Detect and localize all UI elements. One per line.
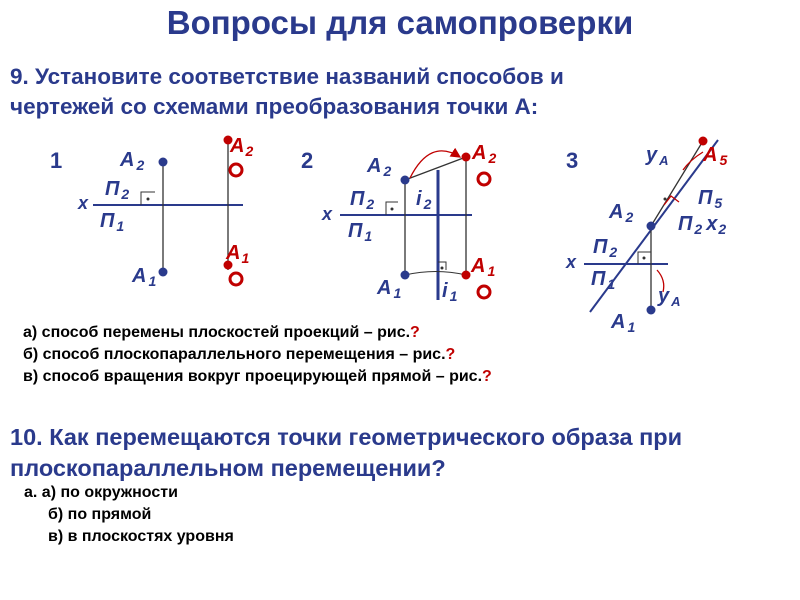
figure-1-label-Pi2: П $_2$ (105, 178, 130, 202)
question-9 (10, 62, 790, 122)
figure-1-right-angle-dot (147, 198, 150, 201)
figure-2-point-A1 (401, 271, 410, 280)
question-10-line-1: 10. Как перемещаются точки геометрического образа при (10, 424, 683, 450)
figure-1-label-A2-new: $A_2$ (230, 135, 254, 159)
figure-1-circle-marker-top (230, 164, 242, 176)
figure-1-label-Pi1: П $_1$ (100, 210, 125, 234)
question-9-option-c: в) способ вращения вокруг проецирующей прямой – рис.? (23, 368, 492, 385)
figure-3-number: 3 (566, 148, 579, 173)
question-9-option-a: а) способ перемены плоскостей проекций – рис.? (23, 324, 420, 341)
figure-2-point-A2 (401, 176, 410, 185)
figure-3-point-A2 (647, 222, 656, 231)
question-9-line-2: чертежей со схемами преобразования точки А: (10, 94, 539, 119)
figure-1-point-A2 (159, 158, 168, 167)
figure-1-label-x: x (78, 193, 89, 213)
question-10-line-2: плоскопараллельном перемещении? (10, 455, 446, 481)
figure-2-right-angle-dot (391, 208, 394, 211)
figure-3-label-Pi2: П $_2$ (593, 236, 618, 260)
figure-3-point-A1 (647, 306, 656, 315)
figure-2-trace-arc (405, 272, 466, 276)
question-10-option-c: в) в плоскостях уровня (48, 528, 234, 545)
question-mark: ? (482, 368, 492, 385)
figure-2-level-line (405, 157, 466, 180)
question-10-options (24, 482, 234, 548)
figure-3-label-A1: A $_1$ (611, 311, 636, 335)
figure-1 (50, 135, 253, 289)
question-9-line-1: 9. Установите соответствие названий способов и (10, 64, 564, 89)
figure-2-label-x: x (322, 204, 333, 224)
figure-3-label-Pi2-x2: П $_2$ $x_2$ (678, 213, 727, 237)
figure-2-right-angle-bottom-dot (441, 267, 444, 270)
figure-1-circle-marker-bottom (230, 273, 242, 285)
figure-1-label-A2: A $_2$ (120, 149, 145, 173)
question-10-option-a: а. а) по окружности (24, 484, 178, 501)
question-mark: ? (445, 346, 456, 363)
question-mark: ? (410, 324, 420, 341)
figure-1-label-A1: A $_1$ (132, 265, 157, 289)
figure-2 (301, 142, 496, 304)
figure-2-label-i1: i $_1$ (442, 280, 458, 304)
figure-2-label-A2: A $_2$ (367, 155, 392, 179)
figure-1-number: 1 (50, 148, 63, 173)
figure-3-label-x: x (566, 252, 577, 272)
question-10 (10, 422, 795, 484)
figure-1-label-A1-new: $A_1$ (226, 242, 250, 266)
figure-3-right-angle-new-dot (664, 198, 667, 201)
figure-1-point-A1 (159, 268, 168, 277)
figure-2-number: 2 (301, 148, 314, 173)
figure-3-label-yA: y $_A$ (646, 144, 669, 168)
figure-2-label-i2: i $_2$ (416, 188, 432, 212)
figure-2-label-A1: A $_1$ (377, 277, 402, 301)
question-9-option-b: б) способ плоскопараллельного перемещения – рис.? (23, 346, 456, 363)
figure-3-label-Pi1: П $_1$ (591, 268, 616, 292)
figure-3-label-A5: A $_5$ (703, 144, 728, 168)
figure-3-label-yA-bottom: y $_A$ (658, 285, 681, 309)
figure-2-label-Pi1: П $_1$ (348, 220, 373, 244)
question-10-option-b: б) по прямой (48, 506, 152, 523)
figure-3-label-Pi5: П $_5$ (698, 187, 723, 211)
figure-2-point-A2-new (462, 153, 471, 162)
figure-2-label-A1-new: A $_1$ (471, 255, 496, 279)
figure-2-point-A1-new (462, 271, 471, 280)
figure-2-rotation-arrow (410, 151, 460, 178)
figure-2-label-Pi2: П $_2$ (350, 188, 375, 212)
figure-2-circle-marker-top (478, 173, 490, 185)
figure-3-right-angle-dot (643, 257, 646, 260)
figure-2-label-A2-new: A $_2$ (472, 142, 497, 166)
figure-3-label-A2: A $_2$ (609, 201, 634, 225)
figure-3-yA-bracket-top (683, 152, 703, 170)
figure-3 (565, 137, 727, 336)
figure-2-circle-marker-bottom (478, 286, 490, 298)
slide-title: Вопросы для самопроверки (166, 4, 634, 41)
question-9-options (23, 322, 492, 388)
